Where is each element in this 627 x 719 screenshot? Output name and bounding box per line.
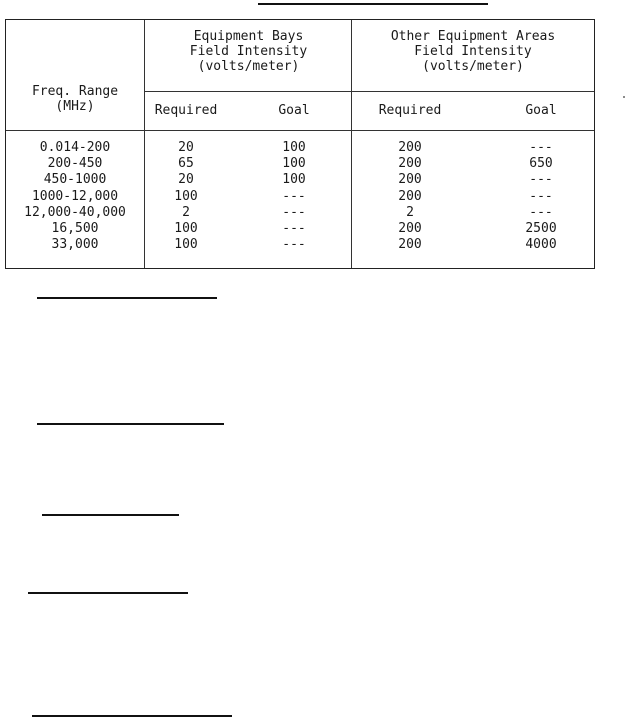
eb-required-cell: 65 — [178, 156, 194, 172]
freq-cell: 200-450 — [47, 156, 103, 172]
field-intensity-table — [5, 19, 595, 269]
oa-goal-cell: 4000 — [525, 237, 557, 253]
oa-required-cell: 200 — [398, 156, 422, 172]
eb-goal-cell: 100 — [282, 140, 306, 155]
oa-goal-cell: --- — [529, 140, 553, 155]
column-divider — [351, 20, 352, 268]
eb-required-cell: 100 — [174, 221, 198, 236]
table-title-underline — [258, 3, 488, 5]
stray-mark — [623, 96, 625, 98]
freq-cell: 450-1000 — [43, 172, 107, 188]
eb-goal-cell: 100 — [282, 156, 306, 172]
oa-goal-cell: 650 — [529, 156, 553, 172]
section-underline — [37, 297, 217, 299]
eb-goal-cell: --- — [282, 237, 306, 253]
eb-goal-cell: --- — [282, 204, 306, 220]
eb-required-cell: 100 — [174, 237, 198, 253]
eb-required-cell: 100 — [174, 188, 198, 204]
oa-goal-cell: --- — [529, 188, 553, 204]
freq-cell: 16,500 — [51, 221, 99, 236]
oa-goal-cell: --- — [529, 204, 553, 220]
oa-required-cell: 200 — [398, 172, 422, 188]
section-underline — [32, 715, 232, 717]
eb-goal-header: Goal — [278, 103, 310, 118]
freq-cell: 0.014-200 — [39, 140, 111, 155]
oa-required-cell: 200 — [398, 140, 422, 155]
eb-required-header: Required — [154, 103, 218, 118]
freq-range-header: Freq. Range (MHz) — [31, 84, 119, 114]
section-underline — [28, 592, 188, 594]
equipment-bays-header: Equipment Bays Field Intensity (volts/meter) — [189, 29, 308, 74]
header-divider — [6, 130, 594, 131]
eb-goal-cell: --- — [282, 188, 306, 204]
oa-goal-header: Goal — [525, 103, 557, 118]
freq-cell: 1000-12,000 — [31, 188, 119, 204]
freq-cell: 12,000-40,000 — [24, 204, 126, 220]
oa-required-cell: 200 — [398, 237, 422, 253]
column-divider — [144, 20, 145, 268]
oa-goal-cell: --- — [529, 172, 553, 188]
oa-required-cell: 200 — [398, 221, 422, 236]
oa-goal-cell: 2500 — [525, 221, 557, 236]
section-underline — [37, 423, 224, 425]
section-underline — [42, 514, 179, 516]
eb-required-cell: 20 — [178, 140, 194, 155]
eb-goal-cell: 100 — [282, 172, 306, 188]
oa-required-cell: 200 — [398, 188, 422, 204]
freq-cell: 33,000 — [51, 237, 99, 253]
oa-required-cell: 2 — [406, 204, 414, 220]
eb-required-cell: 2 — [182, 204, 190, 220]
eb-goal-cell: --- — [282, 221, 306, 236]
eb-required-cell: 20 — [178, 172, 194, 188]
subheader-divider — [144, 91, 594, 92]
other-areas-header: Other Equipment Areas Field Intensity (volts/meter) — [390, 29, 556, 74]
oa-required-header: Required — [378, 103, 442, 118]
